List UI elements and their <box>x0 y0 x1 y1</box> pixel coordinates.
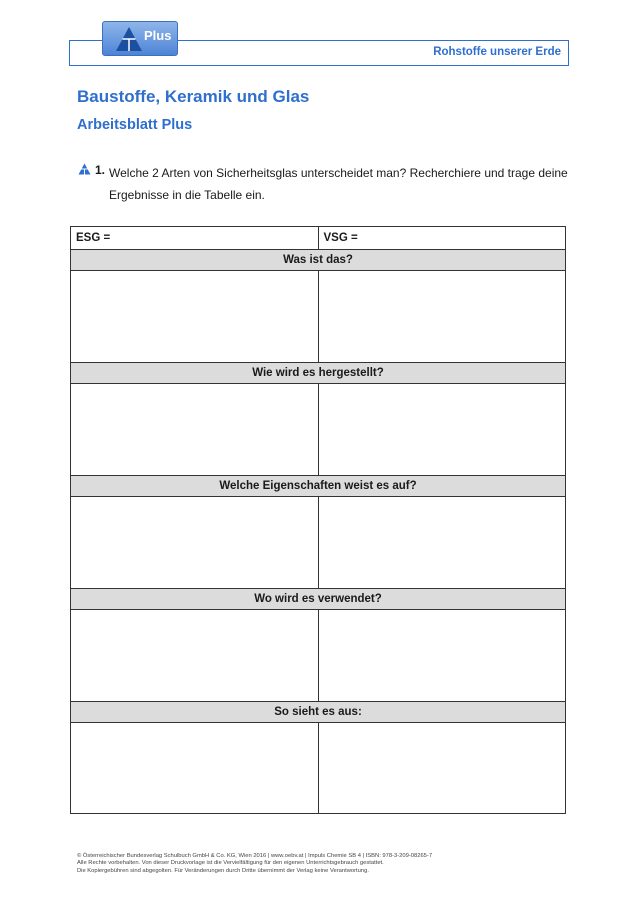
answer-cell-vsg[interactable] <box>318 384 566 476</box>
answer-cell-vsg[interactable] <box>318 497 566 589</box>
section-title: Rohstoffe unserer Erde <box>433 46 561 58</box>
section-usage: Wo wird es verwendet? <box>71 589 566 610</box>
plus-logo <box>102 21 178 56</box>
page-subtitle: Arbeitsblatt Plus <box>77 117 193 133</box>
answer-cell-esg[interactable] <box>71 610 319 702</box>
section-header-row <box>71 589 566 610</box>
table-header-row <box>71 227 566 250</box>
task-instruction: Welche 2 Arten von Sicherheitsglas unterscheidet man? Recherchiere und trage deine Ergebnisse in die Tabelle ein. <box>109 166 568 202</box>
answer-row <box>71 271 566 363</box>
answer-row <box>71 610 566 702</box>
answer-cell-esg[interactable] <box>71 271 319 363</box>
answer-cell-vsg[interactable] <box>318 610 566 702</box>
esg-header: ESG = <box>71 227 319 250</box>
logo-label: Plus <box>144 28 172 43</box>
answer-row <box>71 497 566 589</box>
answer-cell-vsg[interactable] <box>318 723 566 814</box>
section-header-row <box>71 363 566 384</box>
section-appearance: So sieht es aus: <box>71 702 566 723</box>
footer-copyright: © Österreichischer Bundesverlag Schulbuch GmbH & Co. KG, Wien 2016 | www.oebv.at | Impuls Chemie SB 4 | ISBN: 978-3-209-08265-7 <box>77 853 433 859</box>
section-how-made: Wie wird es hergestellt? <box>71 363 566 384</box>
section-what-is-it: Was ist das? <box>71 250 566 271</box>
pyramid-icon <box>115 26 143 52</box>
section-header-row <box>71 250 566 271</box>
footer <box>77 853 577 875</box>
answer-cell-esg[interactable] <box>71 723 319 814</box>
answer-cell-esg[interactable] <box>71 384 319 476</box>
vsg-header: VSG = <box>318 227 566 250</box>
section-header-row <box>71 702 566 723</box>
answer-cell-vsg[interactable] <box>318 271 566 363</box>
task-number: 1. <box>95 163 106 177</box>
answer-row <box>71 384 566 476</box>
page-title: Baustoffe, Keramik und Glas <box>77 87 310 106</box>
section-properties: Welche Eigenschaften weist es auf? <box>71 476 566 497</box>
footer-disclaimer: Die Kopiergebühren sind abgegolten. Für Veränderungen durch Dritte übernimmt der Verlag keine Verantwortung. <box>77 867 369 874</box>
answer-cell-esg[interactable] <box>71 497 319 589</box>
answer-row <box>71 723 566 814</box>
comparison-table <box>70 226 566 814</box>
footer-rights: Alle Rechte vorbehalten. Von dieser Druckvorlage ist die Vervielfältigung für den eigenen Unterrichtsgebrauch gestattet. <box>77 860 384 867</box>
pyramid-icon <box>78 163 91 175</box>
section-header-row <box>71 476 566 497</box>
